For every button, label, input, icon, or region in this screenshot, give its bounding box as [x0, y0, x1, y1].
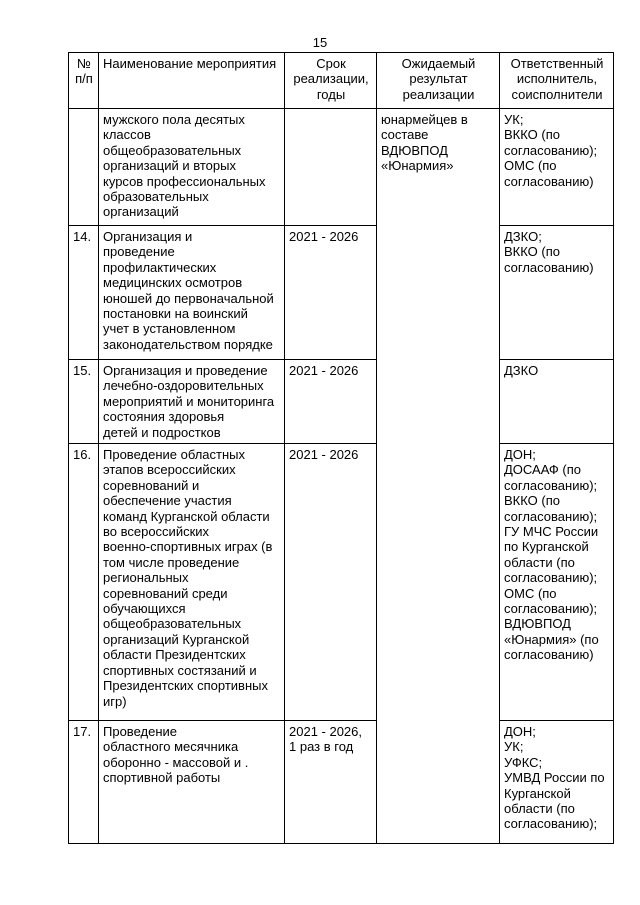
- row-num: 17.: [69, 721, 99, 844]
- measures-table: [68, 52, 614, 844]
- page-number: 15: [312, 35, 328, 50]
- table-row: [69, 444, 614, 721]
- row-term: 2021 - 2026, 1 раз в год: [285, 721, 377, 844]
- row-num: 15.: [69, 360, 99, 444]
- row-result: юнармейцев в составе ВДЮВПОД «Юнармия»: [377, 109, 500, 844]
- table-row: [69, 721, 614, 844]
- row-term: 2021 - 2026: [285, 360, 377, 444]
- row-responsible: ДОН; УК; УФКС; УМВД России по Курганской области (по согласованию);: [500, 721, 614, 844]
- row-term: 2021 - 2026: [285, 444, 377, 721]
- row-responsible: ДЗКО: [500, 360, 614, 444]
- row-name: Организация и проведение профилактических медицинских осмотров юношей до первоначальной постановки на воинский учет в установленном законодательством порядке: [99, 226, 285, 360]
- row-name: Организация и проведение лечебно-оздоровительных мероприятий и мониторинга состояния здоровья детей и подростков: [99, 360, 285, 444]
- table-row: [69, 226, 614, 360]
- table-row: [69, 360, 614, 444]
- row-term: 2021 - 2026: [285, 226, 377, 360]
- row-name: Проведение областных этапов всероссийских соревнований и обеспечение участия команд Курганской области во всероссийских военно-спортивных играх (в том числе проведение региональных соревнований среди обучающихся общеобразовательных организаций Курганской области Президентских спортивных состязаний и Президентских спортивных игр): [99, 444, 285, 721]
- header-responsible: Ответственный исполнитель, соисполнители: [500, 53, 614, 109]
- header-name: Наименование мероприятия: [99, 53, 285, 109]
- row-term: [285, 109, 377, 226]
- row-num: [69, 109, 99, 226]
- row-responsible: ДЗКО; ВККО (по согласованию): [500, 226, 614, 360]
- table-row: [69, 109, 614, 226]
- row-responsible: УК; ВККО (по согласованию); ОМС (по согласованию): [500, 109, 614, 226]
- row-responsible: ДОН; ДОСААФ (по согласованию); ВККО (по согласованию); ГУ МЧС России по Курганской области (по согласованию); ОМС (по согласованию); ВДЮВПОД «Юнармия» (по согласованию): [500, 444, 614, 721]
- row-num: 14.: [69, 226, 99, 360]
- header-result: Ожидаемый результат реализации: [377, 53, 500, 109]
- header-term: Срок реализации, годы: [285, 53, 377, 109]
- row-name: мужского пола десятых классов общеобразовательных организаций и вторых курсов профессиональных образовательных организаций: [99, 109, 285, 226]
- row-name: Проведение областного месячника оборонно - массовой и . спортивной работы: [99, 721, 285, 844]
- row-num: 16.: [69, 444, 99, 721]
- table-header-row: [69, 53, 614, 109]
- header-num: № п/п: [69, 53, 99, 109]
